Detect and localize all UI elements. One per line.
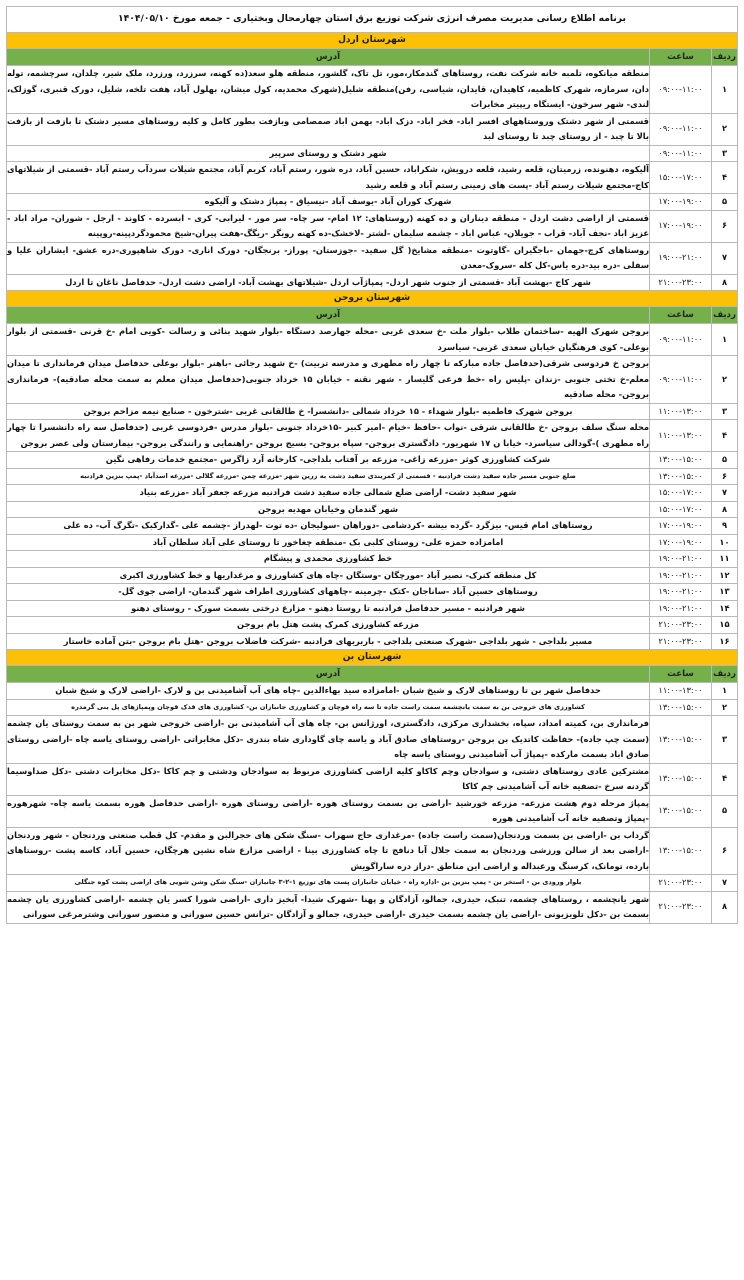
outage-address: امامزاده حمزه علی- روستای کلبی بک -منطقه چغاخور تا روستای علی آباد سلطان آباد (7, 534, 650, 551)
outage-time-range: ۱۳:۰۰-۱۵:۰۰ (650, 716, 712, 764)
outage-time-range: ۰۹:۰۰-۱۱:۰۰ (650, 145, 712, 162)
outage-address: بلوار ورودی بن - استخر بن - پمپ بنزین بن -اداره راه - خیابان جانبازان پست های توزیع ۱-۲-۳ جانبازان -سنگ شکن وشن شویی های اراضی پشت کوه جنگلی (7, 875, 650, 892)
table-row (7, 452, 738, 469)
column-header-time: ساعت (650, 666, 712, 683)
table-row (7, 716, 738, 764)
outage-time-range: ۱۷:۰۰-۱۹:۰۰ (650, 194, 712, 211)
column-header-time: ساعت (650, 49, 712, 66)
page-title: برنامه اطلاع رسانی مدیریت مصرف انرژی شرکت توزیع برق استان چهارمحال وبختیاری - جمعه مورخ ۱۴۰۴/۰۵/۱۰ (6, 6, 738, 32)
outage-time-range: ۱۹:۰۰-۲۱:۰۰ (650, 551, 712, 568)
table-row (7, 356, 738, 404)
row-number: ۱ (712, 683, 738, 700)
table-row (7, 763, 738, 795)
table-row (7, 534, 738, 551)
row-number: ۸ (712, 501, 738, 518)
table-row (7, 584, 738, 601)
table-row (7, 210, 738, 242)
row-number: ۵ (712, 795, 738, 827)
row-number: ۳ (712, 716, 738, 764)
row-number: ۱ (712, 324, 738, 356)
city-section-header (7, 291, 738, 307)
outage-time-range: ۰۹:۰۰-۱۱:۰۰ (650, 356, 712, 404)
outage-address: شهرک کوران آباد -یوسف آباد -نیسیاق - پمپاژ دشتک و آلیکوه (7, 194, 650, 211)
outage-time-range: ۰۹:۰۰-۱۱:۰۰ (650, 66, 712, 114)
outage-address: شهر دشتک و روستای سرپیر (7, 145, 650, 162)
outage-address: قسمتی از شهر دشتک وروستاههای افسر اباد- فخر اباد- دزک اباد- بهمن اباد صمصامی وبازفت بطور کامل و کلیه روستاهای مسیر دشتک تا بازفت از بازفت بالا تا چبد - از روستای چبد تا روستای لبد (7, 113, 650, 145)
outage-address: گرداب بن -اراضی بن بسمت وردنجان(سمت راست جاده) -مرغداری حاج سهراب -سنگ شکن های حجرالبن و مقدم- کل قطب صنعتی وردنجان - شهر وردنجان -اراضی بعد از سالن ورزشی وردنجان به سمت جلال آبا دنافج تا چاه کشاورزی بینا - اراضی مزارع شاه نشین هرچگان، حسین آباد، کاسه پشت -روستاهای بارده، تومانک، کرسنگ ورعبداله و اراضی این مناطق -دراز دره ساراگویش (7, 827, 650, 875)
column-header-address: آدرس (7, 307, 650, 324)
outage-address: مسیر بلداجی - شهر بلداجی -شهرک صنعتی بلداجی - باربریهای فرادنبه -شرکت فاضلاب بروجن -هتل بام بروجن -بتن آماده خاستار (7, 633, 650, 650)
table-row (7, 145, 738, 162)
row-number: ۲ (712, 113, 738, 145)
table-row (7, 242, 738, 274)
row-number: ۲ (712, 356, 738, 404)
row-number: ۵ (712, 452, 738, 469)
outage-time-range: ۲۱:۰۰-۲۳:۰۰ (650, 875, 712, 892)
outage-address: کل منطقه کنرک- نصیر آباد -مورچگان -وستگان -چاه های کشاورزی و مرغداریها و خط کشاورزی اکبری (7, 567, 650, 584)
outage-time-range: ۱۷:۰۰-۱۹:۰۰ (650, 534, 712, 551)
outage-time-range: ۲۱:۰۰-۲۳:۰۰ (650, 891, 712, 923)
outage-address: روستاهای امام قیس- بیزگرد -گرده بیشه -کردشامی -دوراهان -سولیجان -ده توت -لهدراز -چشمه علی -گدارکبک -تگرگ آب- ده علی (7, 518, 650, 535)
table-row (7, 485, 738, 502)
row-number: ۸ (712, 274, 738, 291)
table-row (7, 403, 738, 420)
outage-address: فرمانداری بن، کمیته امداد، سپاه، بخشداری مرکزی، دادگستری، اورژانس بن- چاه های آب آشامیدنی بن -اراضی خروجی شهر بن به سمت روستای یان چشمه (سمت چپ جاده)- حفاظت کاتدیک بن بروجن -روستاهای صادق آباد و یاسه چای گاوداری شاه بندری -دکل مخابراتی -اراضی روستای یاسه چاه -اراضی روستای صادق اباد بسمت مارکده -پمپاژ آب آشامیدنی روستای یاسه چاه (7, 716, 650, 764)
row-number: ۴ (712, 763, 738, 795)
row-number: ۵ (712, 194, 738, 211)
outage-address: ضلع جنوبی مسیر جاده سفید دشت فرادنبه - قسمتی از کمربندی سفید دشت به زرین شهر -مزرعه چمن -مزرعه گلالی -مزرعه اسدآباد -پمپ بنزین فرادنبه (7, 468, 650, 485)
city-section-header (7, 650, 738, 666)
row-number: ۶ (712, 468, 738, 485)
table-row (7, 468, 738, 485)
table-row (7, 324, 738, 356)
row-number: ۱۰ (712, 534, 738, 551)
outage-time-range: ۱۷:۰۰-۱۹:۰۰ (650, 210, 712, 242)
row-number: ۹ (712, 518, 738, 535)
table-row (7, 600, 738, 617)
table-row (7, 501, 738, 518)
outage-time-range: ۱۳:۰۰-۱۵:۰۰ (650, 763, 712, 795)
row-number: ۱ (712, 66, 738, 114)
outage-address: خط کشاورزی محمدی و پیشگام (7, 551, 650, 568)
outage-time-range: ۱۱:۰۰-۱۳:۰۰ (650, 683, 712, 700)
column-header-row (7, 666, 738, 683)
row-number: ۳ (712, 145, 738, 162)
column-header-address: آدرس (7, 49, 650, 66)
outage-address: کشاورزی های خروجی بن به سمت یانچشمه سمت راست جاده تا سه راه قوچان و کشاورزی جانبازان بن- کشاورزی های قدک قوچان وپمپاژهای پل بنی گرمدره (7, 699, 650, 716)
outage-time-range: ۲۱:۰۰-۲۳:۰۰ (650, 617, 712, 634)
outage-address: روستاهای حسین آباد -ساناجان -کتک -چرمینه -چاههای کشاورزی اطراف شهر گندمان- اراضی جوی گل- (7, 584, 650, 601)
outage-address: آلیکوه، دهنونده، زرمیتان، قلعه رشید، قلعه درویش، شکراباد، حسین آباد، دره شور، رستم آباد، کریم آباد، مجتمع شیلات سردآب رستم آباد -قسمتی از شیلاتهای کاج-مجتمع شیلات رستم آباد -پست های زمینی رستم آباد و قلعه رشید (7, 162, 650, 194)
table-row (7, 795, 738, 827)
table-row (7, 633, 738, 650)
outage-address: بروجن خ فردوسی شرقی(حدفاصل جاده مبارکه تا چهار راه مطهری و مدرسه تربیت) -خ شهید رجائی -باهنر -بلوار بوعلی حدفاصل میدان فرمانداری تا میدان معلم-خ تختی جنوبی -زندان -پلیس راه -خط فرعی گلیسار - شهر نقنه - خیابان ۱۵ خرداد جنوبی(حدفاصل میدان معلم به سمت محله صادقیه)- فرمانداری بروجن- محله صادقیه (7, 356, 650, 404)
table-row (7, 827, 738, 875)
column-header-address: آدرس (7, 666, 650, 683)
table-row (7, 875, 738, 892)
outage-time-range: ۱۹:۰۰-۲۱:۰۰ (650, 600, 712, 617)
row-number: ۱۱ (712, 551, 738, 568)
outage-time-range: ۱۷:۰۰-۱۹:۰۰ (650, 518, 712, 535)
table-row (7, 683, 738, 700)
column-header-row-number: ردیف (712, 666, 738, 683)
table-row (7, 113, 738, 145)
column-header-time: ساعت (650, 307, 712, 324)
table-row (7, 567, 738, 584)
row-number: ۱۶ (712, 633, 738, 650)
outage-address: محله سنگ سلف بروجن -خ طالقانی شرقی -نواب -حافظ -خیام -امیر کبیر -۱۵خرداد جنوبی -بلوار مدرس -فردوسی غربی (حدفاصل سه راه دانشسرا تا چهار راه مطهری )-گودالی سیاسرد- خیابا ن ۱۷ شهریور- دادگستری بروجن- سپاه بروجن- بسیج بروجن -راهنمایی و رانندگی بروجن- بیمارستان ولی عصر بروجن (7, 420, 650, 452)
outage-address: شهر کاج -بهشت آباد -قسمتی از جنوب شهر اردل- پمپاژآب اردل -شیلاتهای بهشت آباد- اراضی دشت اردل- حدفاصل ناغان تا اردل (7, 274, 650, 291)
outage-time-range: ۰۹:۰۰-۱۱:۰۰ (650, 113, 712, 145)
row-number: ۷ (712, 875, 738, 892)
outage-address: شهر گندمان وخیابان مهدیه بروجن (7, 501, 650, 518)
table-row (7, 162, 738, 194)
outage-time-range: ۱۹:۰۰-۲۱:۰۰ (650, 567, 712, 584)
outage-address: حدفاصل شهر بن تا روستاهای لارک و شیخ شبان -امامزاده سید بهاءالدین -چاه های آب آشامیدنی بن و لارک -اراضی لارک و شیخ شبان (7, 683, 650, 700)
row-number: ۱۵ (712, 617, 738, 634)
row-number: ۱۲ (712, 567, 738, 584)
table-row (7, 617, 738, 634)
outage-time-range: ۱۳:۰۰-۱۵:۰۰ (650, 699, 712, 716)
outage-address: روستاهای کرچ-جهمان -باجگیران -گاوتوت -منطقه مشایخ( گل سفید- -جوزستان- پوراز- برنجگان- دورک اناری- دورک شاهپوری-دره عشق- ایشاران علیا و سفلی -دره بید-دره یاس-کل کله -سروک-معدن (7, 242, 650, 274)
row-number: ۶ (712, 827, 738, 875)
row-number: ۲ (712, 699, 738, 716)
outage-time-range: ۱۱:۰۰-۱۳:۰۰ (650, 403, 712, 420)
table-row (7, 420, 738, 452)
column-header-row-number: ردیف (712, 49, 738, 66)
outage-time-range: ۱۹:۰۰-۲۱:۰۰ (650, 584, 712, 601)
outage-address: شرکت کشاورزی کوثر -مزرعه زاغی- مزرعه بر آفتاب بلداجی- کارخانه آرد زاگرس -مجتمع خدمات رفاهی نگین (7, 452, 650, 469)
row-number: ۴ (712, 162, 738, 194)
row-number: ۱۳ (712, 584, 738, 601)
column-header-row (7, 49, 738, 66)
table-row (7, 891, 738, 923)
outage-time-range: ۱۵:۰۰-۱۷:۰۰ (650, 162, 712, 194)
outage-time-range: ۱۳:۰۰-۱۵:۰۰ (650, 452, 712, 469)
table-row (7, 194, 738, 211)
outage-address: مشترکین عادی روستاهای دشتی، و سوادجان وچم کاکاو کلیه اراضی کشاورزی مربوط به سوادجان ودشتی و چم کاکا -دکل مخابرات دشتی -دکل صداوسیما گردنه سرخ -تصفیه خانه آب آشامیدنی چم کاکا (7, 763, 650, 795)
outage-address: شهر سفید دشت- اراضی ضلع شمالی جاده سفید دشت فرادنبه مزرعه جعفر آباد -مزرعه بنیاد (7, 485, 650, 502)
row-number: ۴ (712, 420, 738, 452)
outage-schedule-table (6, 32, 738, 924)
outage-time-range: ۰۹:۰۰-۱۱:۰۰ (650, 324, 712, 356)
row-number: ۱۴ (712, 600, 738, 617)
table-row (7, 699, 738, 716)
outage-address: مزرعه کشاورزی کمرک پشت هتل بام بروجن (7, 617, 650, 634)
row-number: ۷ (712, 242, 738, 274)
outage-address: بروجن شهرک فاطمیه -بلوار شهداء - ۱۵ خرداد شمالی -دانشسرا- خ طالقانی غربی -شترخون - صنایع نیمه مزاحم بروجن (7, 403, 650, 420)
city-name: شهرستان اردل (7, 33, 738, 49)
outage-time-range: ۱۳:۰۰-۱۵:۰۰ (650, 827, 712, 875)
outage-address: منطقه میانکوه، تلمبه خانه شرکت نفت، روستاهای گندمکار،مور، تل تاک، گلشور، منطقه هلو سعد(ده کهنه، سرزرد، ورزرد، ملک شیر، چلدان، سرچشمه، توله دان، سرمازه، شهرک کاظمیه، کاهیدان، قایدان، شیاسی، رفن)منطقه شلیل(شهرک محمدیه، کول میشان، بهلول آباد، هفت تلخه، شلیل، دورک قنبری، گوزلک، لندی- شهر سرخون- ایستگاه ریپیتر مخابرات (7, 66, 650, 114)
outage-time-range: ۱۵:۰۰-۱۷:۰۰ (650, 501, 712, 518)
outage-time-range: ۱۱:۰۰-۱۳:۰۰ (650, 420, 712, 452)
row-number: ۸ (712, 891, 738, 923)
table-row (7, 518, 738, 535)
outage-address: قسمتی از اراضی دشت اردل - منطقه دیناران و ده کهنه (روستاهای: ۱۲ امام- سر چاه- سر مور - لیرابی- کری - ابسرده - کاوند - ارجل - شوران- مراد اباد - عزیز اباد -نجف آباد- قراب - جویلان- عباس اباد - چشمه سلیمان -لشتر -لاخشک-ده کهنه رویگر -ریگگ-هفت پیران-شیخ محمودگردپینه-روپینه (7, 210, 650, 242)
outage-time-range: ۱۵:۰۰-۱۷:۰۰ (650, 485, 712, 502)
column-header-row-number: ردیف (712, 307, 738, 324)
outage-time-range: ۱۳:۰۰-۱۵:۰۰ (650, 795, 712, 827)
city-section-header (7, 33, 738, 49)
outage-address: شهر یانچشمه ، روستاهای چشمه، تنبک، حیدری، جمالو، آزادگان و پهنا -شهرک شیدا- آبخیز داری -اراضی شورا کسر یان چشمه -اراضی کشاورزی یان چشمه بسمت بن -دکل تلویزیونی -اراضی یان چشمه بسمت حیدری -اراضی حیدری، جمالو و آزادگان -ترانس حسین سورانی و منصور سورانی وشترمرغی سورانی (7, 891, 650, 923)
row-number: ۶ (712, 210, 738, 242)
outage-time-range: ۲۱:۰۰-۲۳:۰۰ (650, 633, 712, 650)
row-number: ۷ (712, 485, 738, 502)
outage-address: بروجن شهرک الهیه -ساختمان طلاب -بلوار ملت -خ سعدی غربی -محله جهارصد دستگاه -بلوار شهید بنائی و رسالت -کویی امام -خ قرنی -قسمتی از بلوار بوعلی- کوی فرهنگیان خیابان سعدی غربی- سیاسرد (7, 324, 650, 356)
outage-address: پمپاژ مرحله دوم هشت مزرعه- مزرعه خورشید -اراضی بن بسمت روستای هوره -اراضی روستای هوره -اراضی حدفاصل هوره بسمت یاسه چاه- شهرهوره -پمپاژ وتصفیه خانه آب آشامیدنی هوره (7, 795, 650, 827)
outage-time-range: ۲۱:۰۰-۲۳:۰۰ (650, 274, 712, 291)
table-row (7, 66, 738, 114)
table-row (7, 274, 738, 291)
outage-address: شهر فرادنبه - مسیر حدفاصل فرادنبه تا روستا دهنو - مزارع درختی بسمت سورک - روستای دهنو (7, 600, 650, 617)
city-name: شهرستان بن (7, 650, 738, 666)
city-name: شهرستان بروجن (7, 291, 738, 307)
table-row (7, 551, 738, 568)
column-header-row (7, 307, 738, 324)
row-number: ۳ (712, 403, 738, 420)
outage-time-range: ۱۳:۰۰-۱۵:۰۰ (650, 468, 712, 485)
outage-time-range: ۱۹:۰۰-۲۱:۰۰ (650, 242, 712, 274)
